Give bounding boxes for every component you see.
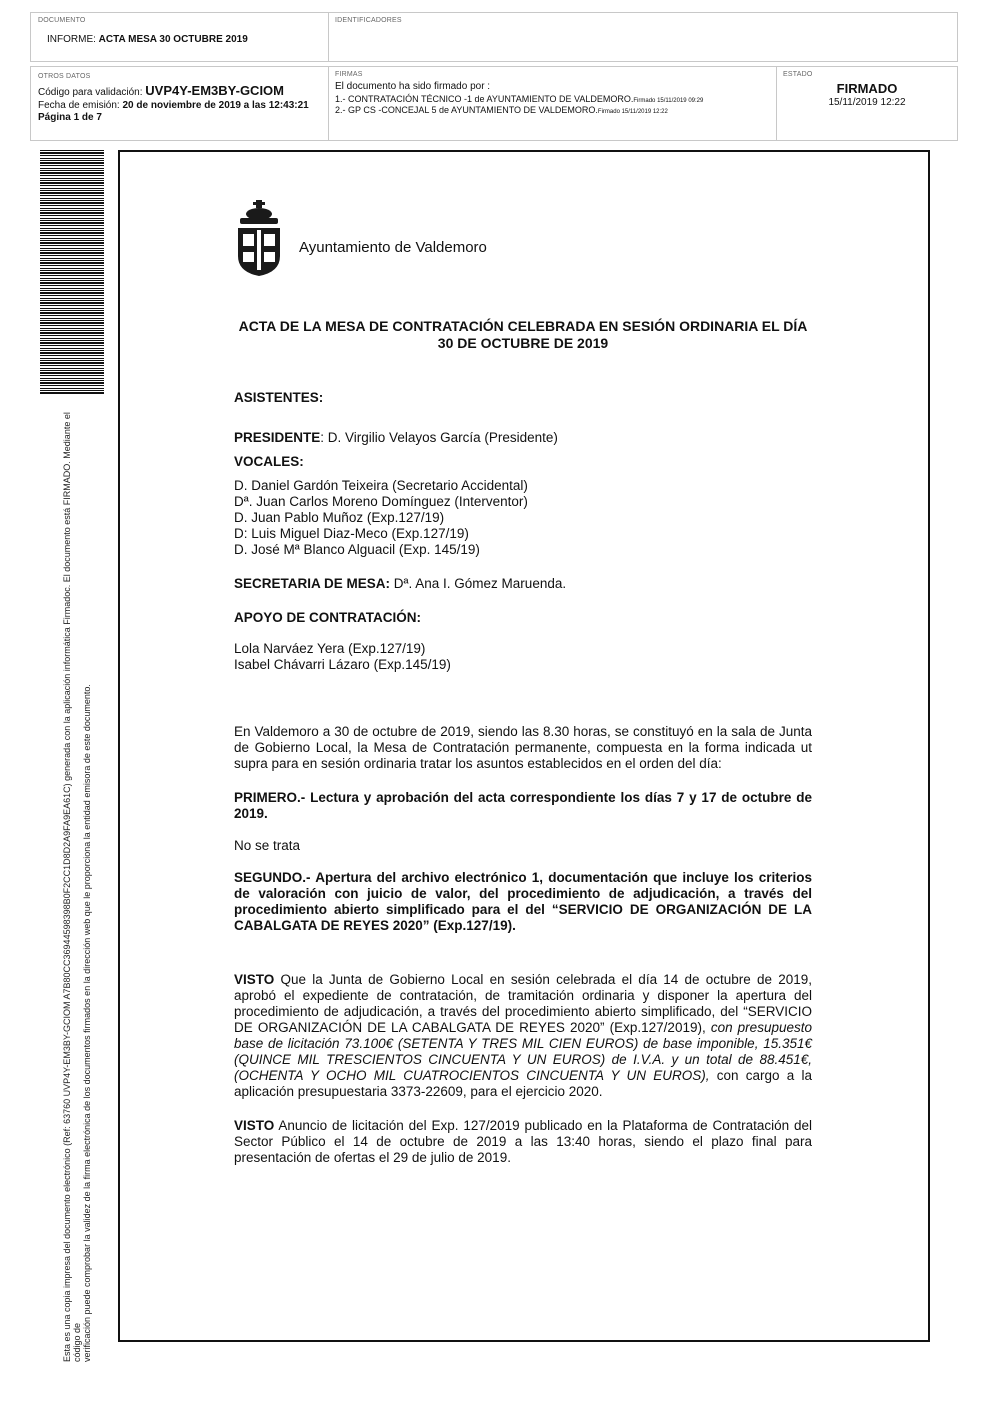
segundo-paragraph: SEGUNDO.- Apertura del archivo electrónico 1, documentación que incluye los criterios de valoración con juicio de valor, del procedimiento de adjudicación, a través del procedimiento abierto simplificado para el del “SERVICIO DE ORGANIZACIÓN DE LA CABALGATA DE REYES 2020” (Exp.127/19). <box>234 870 812 933</box>
codigo-validacion: Código para validación: UVP4Y-EM3BY-GCIOM <box>38 83 284 98</box>
estado-date: 15/11/2019 12:22 <box>828 97 906 108</box>
presidente-line: PRESIDENTE: D. Virgilio Velayos García (Presidente) <box>234 430 558 445</box>
visto1-paragraph: VISTO Que la Junta de Gobierno Local en sesión celebrada el día 14 de octubre de 2019, aprobó el expediente de contratación, de tramitación ordinaria y disponer la apertura del procedimiento de adjudicación, a través del procedimiento abierto simplificado, del “SERVICIO DE ORGANIZACIÓN DE LA CABALGATA DE REYES 2020” (Exp.127/2019), con presupuesto base de licitación 73.100€ (SETENTA Y TRES MIL CIEN EUROS) de base imponible, 15.351€ (QUINCE MIL TRESCIENTOS CINCUENTA Y UN EUROS) de I.V.A. y un total de 88.451€, (OCHENTA Y OCHO MIL CUATROCIENTOS CINCUENTA Y UN EUROS), con cargo a la aplicación presupuestaria 3373-22609, para el ejercicio 2020. <box>234 972 812 1099</box>
list-item: D. Daniel Gardón Teixeira (Secretario Accidental) <box>234 478 528 493</box>
vocales-list <box>234 478 812 558</box>
documento-label: DOCUMENTO <box>38 17 86 24</box>
list-item: Isabel Chávarri Lázaro (Exp.145/19) <box>234 657 451 672</box>
estado-label: ESTADO <box>783 71 813 78</box>
identificadores-label: IDENTIFICADORES <box>335 17 402 24</box>
list-item: Dª. Juan Carlos Moreno Domínguez (Interventor) <box>234 494 528 509</box>
firmas-label: FIRMAS <box>335 71 363 78</box>
secretaria-line: SECRETARIA DE MESA: Dª. Ana I. Gómez Maruenda. <box>234 576 567 591</box>
header-firmas-box <box>328 66 777 141</box>
no-se-trata: No se trata <box>234 838 301 853</box>
list-item: Lola Narváez Yera (Exp.127/19) <box>234 641 426 656</box>
org-name: Ayuntamiento de Valdemoro <box>299 239 487 256</box>
vocales-heading: VOCALES: <box>234 454 304 469</box>
firma-1: 1.- CONTRATACIÓN TÉCNICO -1 de AYUNTAMIENTO DE VALDEMORO.Firmado 15/11/2019 09:29 <box>335 94 704 104</box>
firma-2: 2.- GP CS -CONCEJAL 5 de AYUNTAMIENTO DE VALDEMORO.Firmado 15/11/2019 12:22 <box>335 105 668 115</box>
side-verification-text: Esta es una copia impresa del documento electrónico (Ref: 63760 UVP4Y-EM3BY-GCIOM A7B80CC36944598398B0F2CC1D8D2A9FA9EA61C) generada con la aplicación informática Firmadoc. El documento está FIRMADO. Mediante el código de verificación puede comprobar la validez de la firma electrónica de los documentos firmados en la dirección web que le proporciona la entidad emisora de este documento. <box>62 412 92 1362</box>
crest-logo <box>234 200 284 278</box>
apoyo-list <box>234 641 812 673</box>
header-otros-box <box>30 66 329 141</box>
otros-datos-label: OTROS DATOS <box>38 73 91 80</box>
barcode <box>40 150 104 395</box>
header-estado-box <box>776 66 958 141</box>
header-documento-box <box>30 12 329 62</box>
list-item: D. José Mª Blanco Alguacil (Exp. 145/19) <box>234 542 480 557</box>
document-title: ACTA DE LA MESA DE CONTRATACIÓN CELEBRADA EN SESIÓN ORDINARIA EL DÍA 30 DE OCTUBRE DE 2019 <box>238 318 808 351</box>
pagina: Página 1 de 7 <box>38 112 102 123</box>
apoyo-heading: APOYO DE CONTRATACIÓN: <box>234 610 421 625</box>
list-item: D: Luis Miguel Diaz-Meco (Exp.127/19) <box>234 526 469 541</box>
asistentes-heading: ASISTENTES: <box>234 390 324 405</box>
intro-paragraph: En Valdemoro a 30 de octubre de 2019, siendo las 8.30 horas, se constituyó en la sala de Junta de Gobierno Local, la Mesa de Contratación permanente, compuesta en la forma indicada ut supra para en sesión ordinaria tratar los asuntos establecidos en el orden del día: <box>234 724 812 771</box>
visto2-paragraph: VISTO Anuncio de licitación del Exp. 127/2019 publicado en la Plataforma de Contratación del Sector Público el 14 de octubre de 2019 a las 13:40 horas, siendo el plazo final para presentación de ofertas el 29 de julio de 2019. <box>234 1118 812 1165</box>
firmas-intro: El documento ha sido firmado por : <box>335 81 491 92</box>
estado-value: FIRMADO <box>836 81 898 96</box>
list-item: D. Juan Pablo Muñoz (Exp.127/19) <box>234 510 445 525</box>
documento-title: INFORME: ACTA MESA 30 OCTUBRE 2019 <box>47 34 248 45</box>
header-identificadores-box <box>328 12 958 62</box>
primero-paragraph: PRIMERO.- Lectura y aprobación del acta correspondiente los días 7 y 17 de octubre de 2019. <box>234 790 812 821</box>
fecha-emision: Fecha de emisión: 20 de noviembre de 2019 a las 12:43:21 <box>38 100 309 111</box>
